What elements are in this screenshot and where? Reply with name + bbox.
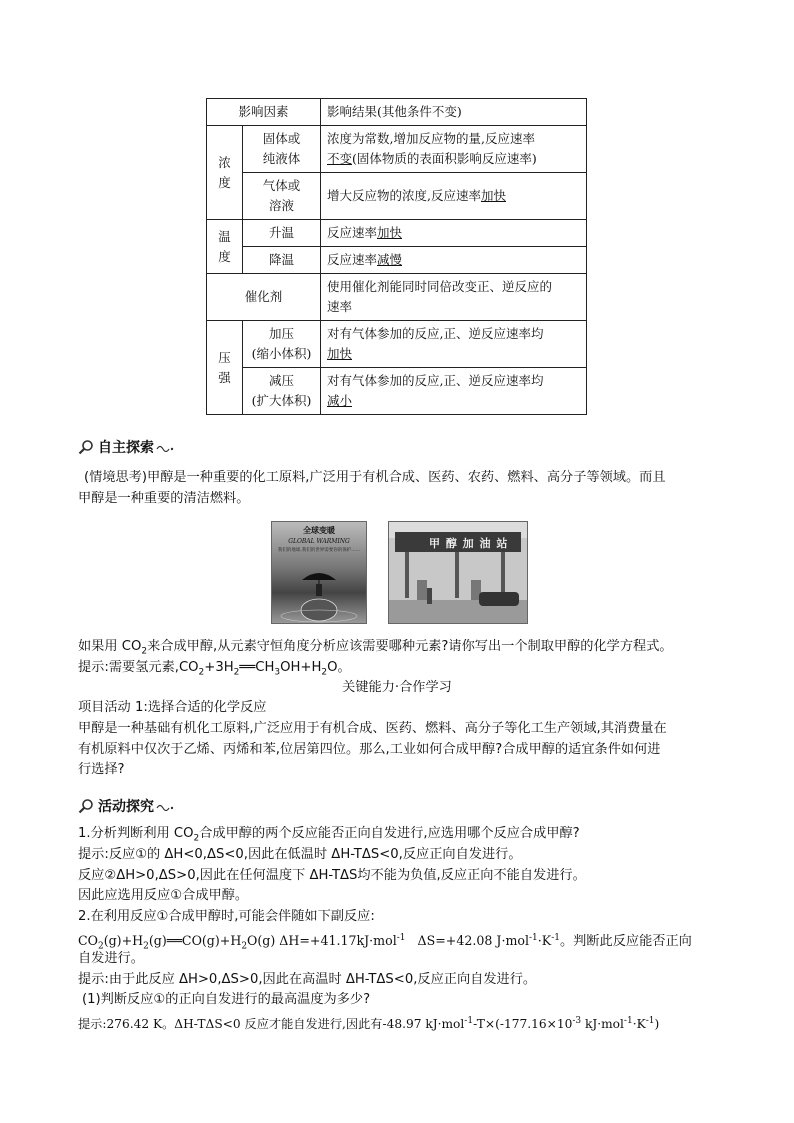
condition-line: (缩小体积) bbox=[251, 346, 312, 361]
hint-line: 反应②ΔH>0,ΔS>0,因此在任何温度下 ΔH-TΔS均不能为负值,反应正向不能自发进行。 bbox=[78, 868, 586, 883]
hint-line: 因此应选用反应①合成甲醇。 bbox=[78, 888, 249, 903]
superscript: -1 bbox=[396, 933, 406, 943]
table-result bbox=[321, 220, 587, 247]
table-row bbox=[207, 247, 587, 274]
table-row bbox=[207, 126, 587, 173]
section-title: 自主探索 bbox=[98, 440, 154, 456]
text-line: (情境思考)甲醇是一种重要的化工原料,广泛用于有机合成、医药、农药、燃料、高分子等领域。而且 bbox=[84, 470, 666, 485]
table-condition bbox=[243, 126, 321, 173]
text-span: 提示:276.42 K。ΔH-TΔS<0 反应才能自发进行,因此有-48.97 kJ·mol bbox=[78, 1017, 465, 1032]
superscript: -1 bbox=[645, 1016, 655, 1026]
text-span: 1.分析判断利用 CO bbox=[78, 826, 194, 841]
condition-line: 加压 bbox=[268, 326, 294, 341]
center-heading: 关键能力·合作学习 bbox=[342, 680, 452, 695]
condition-line: 气体或 bbox=[262, 178, 301, 193]
table-result bbox=[321, 274, 587, 321]
table-condition bbox=[243, 321, 321, 368]
car-shape bbox=[479, 592, 519, 606]
subscript: 2 bbox=[97, 941, 104, 952]
superscript: -1 bbox=[464, 1016, 474, 1026]
result-text: 反应速率 bbox=[327, 225, 378, 240]
table-result bbox=[321, 368, 587, 415]
text-span: O。 bbox=[327, 660, 351, 675]
result-text: 增大反应物的浓度,反应速率 bbox=[327, 188, 481, 203]
superscript: -1 bbox=[529, 933, 538, 943]
result-answer: 加快 bbox=[327, 346, 353, 361]
question-2: 2.在利用反应①合成甲醇时,可能会伴随如下副反应: bbox=[78, 909, 375, 924]
result-answer: 加快 bbox=[377, 225, 403, 240]
pressure-label: 压强 bbox=[207, 321, 243, 415]
influence-factors-table bbox=[206, 98, 587, 415]
concentration-label: 浓度 bbox=[207, 126, 243, 220]
text-span: 。判断此反应能否正向 bbox=[560, 934, 692, 950]
table-row bbox=[207, 321, 587, 368]
image-title: 全球变暖 bbox=[303, 526, 335, 535]
umbrella-globe-illustration bbox=[272, 552, 366, 623]
activity-title: 项目活动 1:选择合适的化学反应 bbox=[78, 700, 267, 715]
subscript: 2 bbox=[321, 667, 328, 678]
hint-line: 提示:反应①的 ΔH<0,ΔS<0,因此在低温时 ΔH-TΔS<0,反应正向自发进行。 bbox=[78, 847, 522, 862]
condition-line: (扩大体积) bbox=[251, 393, 312, 408]
catalyst-label: 催化剂 bbox=[207, 274, 321, 321]
table-condition: 升温 bbox=[243, 220, 321, 247]
result-answer: 加快 bbox=[480, 188, 506, 203]
text-line: 自发进行。 bbox=[78, 951, 144, 966]
text-span: 来合成甲醇,从元素守恒角度分析应该需要哪种元素?请你写出一个制取甲醇的化学方程式。 bbox=[147, 639, 673, 654]
superscript: -3 bbox=[572, 1016, 582, 1026]
subscript: 2 bbox=[193, 833, 200, 844]
magnifier-icon bbox=[78, 798, 94, 814]
table-result bbox=[321, 321, 587, 368]
text-span: ) bbox=[654, 1017, 660, 1032]
table-result bbox=[321, 126, 587, 173]
table-row bbox=[207, 274, 587, 321]
text-span: (g)══CO(g)+H bbox=[148, 933, 242, 949]
text-span: 合成甲醇的两个反应能否正向自发进行,应选用哪个反应合成甲醇? bbox=[199, 826, 580, 841]
subscript: 3 bbox=[274, 667, 281, 678]
temperature-label: 温度 bbox=[207, 220, 243, 274]
superscript: -1 bbox=[551, 933, 560, 943]
result-text: 浓度为常数,增加反应物的量,反应速率 bbox=[327, 131, 535, 146]
table-row bbox=[207, 173, 587, 220]
sub-question: (1)判断反应①的正向自发进行的最高温度为多少? bbox=[82, 992, 371, 1007]
text-span: -T×(-177.16×10 bbox=[473, 1017, 573, 1032]
subscript: 2 bbox=[141, 646, 148, 657]
text-line: 甲醇是一种基础有机化工原料,广泛应用于有机合成、医药、燃料、高分子等化工生产领域,其消费量在 bbox=[78, 721, 667, 736]
methanol-gas-station-image bbox=[388, 521, 528, 624]
equation-line bbox=[78, 928, 692, 957]
text-span: ·K bbox=[632, 1017, 646, 1032]
subscript: 2 bbox=[198, 667, 205, 678]
activity-paragraph bbox=[78, 719, 728, 781]
intro-paragraph bbox=[78, 468, 718, 509]
table-row bbox=[207, 368, 587, 415]
result-text: (固体物质的表面积影响反应速率) bbox=[352, 151, 537, 166]
subscript: 2 bbox=[241, 941, 248, 952]
text-span: ·K bbox=[537, 933, 552, 949]
result-answer: 减小 bbox=[327, 393, 353, 408]
wave-decoration-icon bbox=[156, 801, 174, 811]
text-span: ΔS=+42.08 J·mol bbox=[405, 933, 530, 949]
condition-line: 固体或 bbox=[262, 131, 301, 146]
text-line: 有机原料中仅次于乙烯、丙烯和苯,位居第四位。那么,工业如何合成甲醇?合成甲醇的适宜条件如何进 bbox=[78, 741, 661, 757]
result-text: 速率 bbox=[327, 299, 353, 314]
magnifier-icon bbox=[78, 439, 94, 455]
condition-line: 减压 bbox=[268, 373, 294, 388]
wave-decoration-icon bbox=[156, 442, 174, 452]
section-heading-self-explore bbox=[78, 436, 174, 458]
global-warming-image bbox=[271, 521, 367, 624]
table-condition: 降温 bbox=[243, 247, 321, 274]
image-caption: 我们的地球,我们的世界需要你的保护…… bbox=[277, 548, 361, 553]
text-span: ══CH bbox=[239, 660, 275, 675]
result-answer: 减慢 bbox=[377, 252, 403, 267]
table-header-factor: 影响因素 bbox=[207, 99, 321, 126]
text-line: 行选择? bbox=[78, 762, 125, 777]
subscript: 2 bbox=[143, 941, 149, 952]
text-span: 如果用 CO bbox=[78, 639, 142, 654]
table-row bbox=[207, 99, 587, 126]
text-span: OH+H bbox=[280, 660, 322, 675]
result-text: 使用催化剂能同时同倍改变正、逆反应的 bbox=[327, 279, 553, 294]
superscript: -1 bbox=[623, 1016, 633, 1026]
result-text: 对有气体参加的反应,正、逆反应速率均 bbox=[327, 373, 544, 388]
result-answer: 不变 bbox=[327, 151, 353, 166]
table-condition bbox=[243, 173, 321, 220]
condition-line: 溶液 bbox=[268, 198, 294, 213]
section-title: 活动探究 bbox=[98, 799, 154, 815]
person-shape bbox=[427, 588, 432, 604]
subscript: 2 bbox=[233, 667, 240, 678]
result-text: 对有气体参加的反应,正、逆反应速率均 bbox=[327, 326, 544, 341]
condition-line: 纯液体 bbox=[262, 151, 301, 166]
image-subtitle: GLOBAL WARMING bbox=[288, 538, 350, 545]
hint-line: 提示:由于此反应 ΔH>0,ΔS>0,因此在高温时 ΔH-TΔS<0,反应正向自发进行。 bbox=[78, 972, 537, 987]
table-result bbox=[321, 247, 587, 274]
table-row bbox=[207, 220, 587, 247]
text-span: CO bbox=[78, 933, 98, 949]
answer-line bbox=[78, 1011, 659, 1034]
text-span: 提示:需要氢元素,CO bbox=[78, 660, 199, 675]
table-condition bbox=[243, 368, 321, 415]
text-span: +3H bbox=[204, 660, 234, 675]
text-span: (g)+H bbox=[103, 933, 144, 949]
station-sign: 甲 醇 加 油 站 bbox=[429, 537, 509, 550]
table-header-result: 影响结果(其他条件不变) bbox=[321, 99, 587, 126]
text-span: O(g) ΔH=+41.17kJ·mol bbox=[247, 933, 397, 949]
table-result bbox=[321, 173, 587, 220]
result-text: 反应速率 bbox=[327, 252, 378, 267]
text-span: kJ·mol bbox=[581, 1017, 624, 1032]
section-heading-activity-explore bbox=[78, 795, 174, 817]
text-line: 甲醇是一种重要的清洁燃料。 bbox=[78, 490, 250, 506]
